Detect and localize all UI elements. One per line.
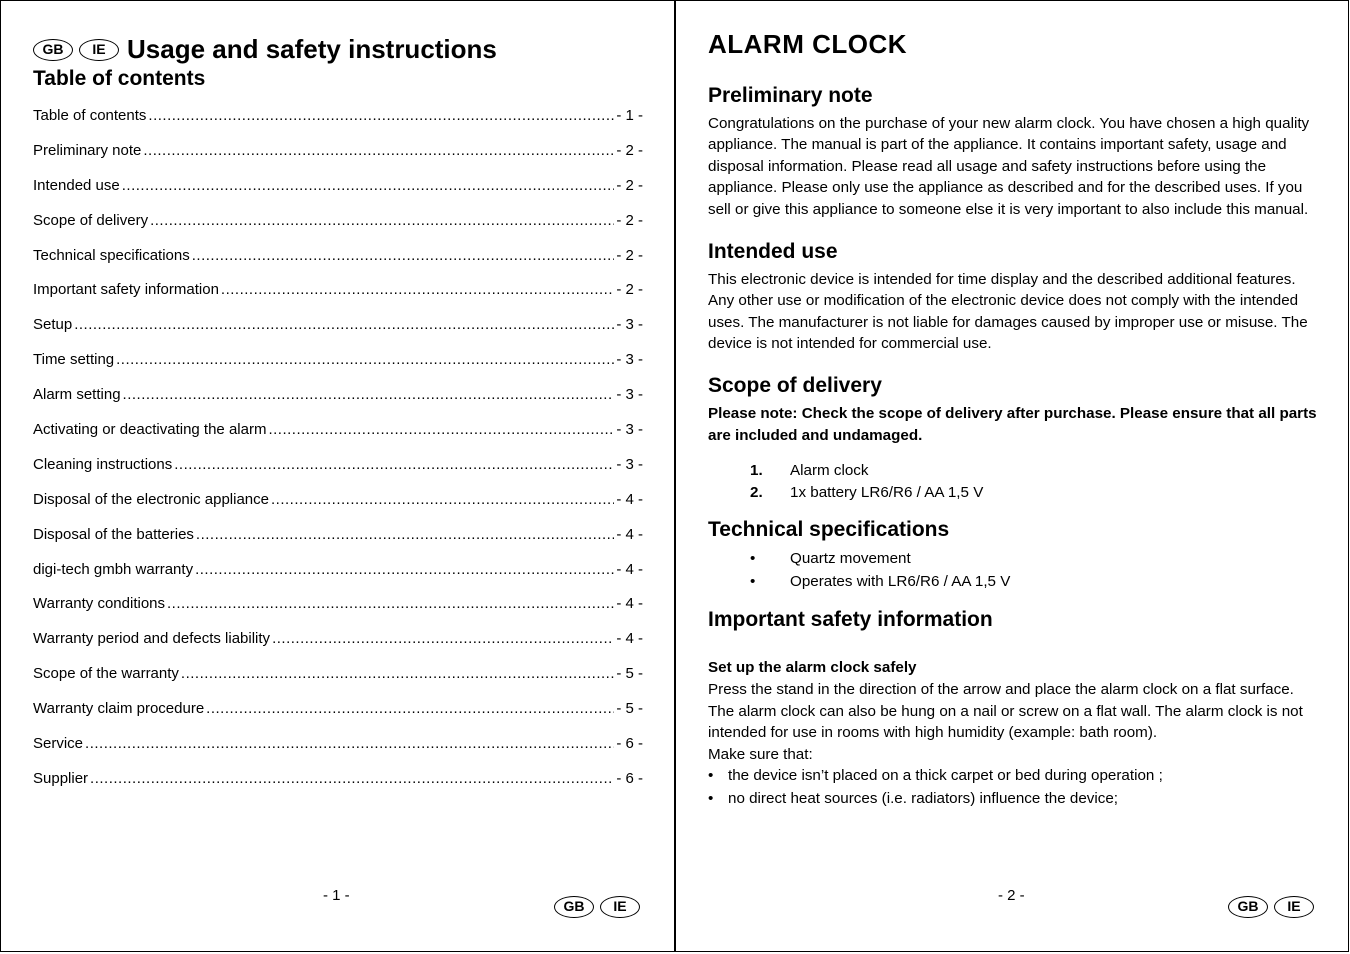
toc-entry-page: - 1 -	[616, 107, 643, 124]
toc-entry-page: - 5 -	[616, 665, 643, 683]
table-of-contents	[33, 107, 643, 805]
toc-entry[interactable]	[33, 561, 643, 596]
toc-entry[interactable]	[33, 247, 643, 282]
toc-entry-page: - 2 -	[616, 281, 643, 299]
toc-entry-page: - 4 -	[616, 560, 643, 578]
toc-entry[interactable]	[33, 456, 643, 491]
bullet-icon: •	[750, 573, 756, 591]
bullet-icon: •	[708, 789, 714, 807]
toc-entry-page: - 3 -	[616, 386, 643, 404]
document-title: ALARM CLOCK	[708, 29, 908, 59]
gb-country-badge: GB	[554, 896, 594, 918]
toc-entry-page: - 6 -	[616, 735, 643, 753]
toc-entry-label: Alarm setting	[33, 386, 121, 404]
section-heading-scope: Scope of delivery	[708, 373, 882, 397]
toc-leader-dots	[268, 421, 614, 438]
page-title: Usage and safety instructions	[127, 34, 497, 64]
left-page	[0, 0, 675, 952]
list-text: Alarm clock	[790, 462, 869, 480]
bullet-icon: •	[708, 767, 714, 785]
safety-text: Press the stand in the direction of the arrow and place the alarm clock on a flat surface. The alarm clock can also be hung on a nail or screw on a flat wall. The alarm clock is not intended for use in rooms with high humidity (example: bath room).	[708, 680, 1303, 742]
footer-badges	[554, 896, 646, 918]
list-text: Operates with LR6/R6 / AA 1,5 V	[790, 573, 1011, 591]
toc-leader-dots	[85, 735, 614, 752]
preliminary-text: Congratulations on the purchase of your new alarm clock. You have chosen a high quality appliance. The manual is part of the appliance. It contains important safety, usage and disposal information. Please read all usage and safety instructions before using the appliance. Please only use the appliance as described and for the described uses. If you sell or give this appliance to someone else it is very important to also include this manual.	[708, 114, 1310, 218]
bullet-icon: •	[750, 550, 756, 568]
toc-entry[interactable]	[33, 491, 643, 526]
toc-entry-label: Scope of delivery	[33, 211, 149, 229]
toc-leader-dots	[122, 177, 615, 194]
section-heading-safety: Important safety information	[708, 608, 993, 632]
footer-badges	[1228, 896, 1320, 918]
toc-entry-label: Important safety information	[33, 281, 219, 299]
toc-entry-label: digi-tech gmbh warranty	[33, 560, 194, 578]
right-page	[674, 0, 1349, 952]
toc-entry-page: - 4 -	[616, 595, 643, 613]
list-text: no direct heat sources (i.e. radiators) influence the device;	[728, 789, 1119, 807]
section-heading-intended-use: Intended use	[708, 239, 838, 263]
toc-entry-label: Disposal of the batteries	[33, 525, 194, 543]
toc-leader-dots	[196, 526, 614, 543]
intended-use-text: This electronic device is intended for time display and the described additional features. Any other use or modification of the electronic device does not comply with the intended uses. The manufacturer is not liable for damages caused by improper use or misuse. The device is not intended for commercial use.	[708, 270, 1308, 353]
scope-list	[750, 460, 1320, 503]
toc-entry-label: Preliminary note	[33, 141, 142, 159]
toc-entry-label: Time setting	[33, 351, 115, 369]
gb-country-badge: GB	[33, 39, 73, 61]
page-number: - 2 -	[998, 887, 1025, 904]
toc-entry[interactable]	[33, 595, 643, 630]
safety-list	[708, 765, 1320, 810]
page-content	[708, 29, 1320, 810]
section-heading-preliminary: Preliminary note	[708, 83, 873, 107]
toc-leader-dots	[143, 142, 614, 159]
toc-entry-label: Warranty claim procedure	[33, 700, 205, 718]
toc-leader-dots	[181, 665, 614, 682]
make-sure-label: Make sure that:	[708, 745, 813, 763]
list-text: 1x battery LR6/R6 / AA 1,5 V	[790, 483, 984, 501]
toc-entry-label: Activating or deactivating the alarm	[33, 421, 267, 439]
toc-leader-dots	[150, 212, 614, 229]
toc-entry-label: Warranty conditions	[33, 595, 165, 613]
toc-entry-label: Warranty period and defects liability	[33, 630, 271, 648]
toc-leader-dots	[192, 247, 615, 264]
toc-entry-label: Service	[33, 735, 84, 753]
toc-entry[interactable]	[33, 700, 643, 735]
page-number: - 1 -	[323, 887, 350, 904]
scope-note: Please note: Check the scope of delivery after purchase. Please ensure that all parts are included and undamaged.	[708, 404, 1317, 444]
title-row	[33, 34, 497, 65]
toc-entry-label: Scope of the warranty	[33, 665, 179, 683]
toc-leader-dots	[206, 700, 614, 717]
toc-entry-label: Table of contents	[33, 107, 147, 124]
list-text: the device isn’t placed on a thick carpet or bed during operation ;	[728, 767, 1163, 785]
toc-entry[interactable]	[33, 421, 643, 456]
ie-country-badge: IE	[79, 39, 119, 61]
toc-entry-page: - 3 -	[616, 316, 643, 334]
toc-entry-page: - 2 -	[616, 176, 643, 194]
ie-country-badge: IE	[1274, 896, 1314, 918]
toc-entry[interactable]	[33, 142, 643, 177]
toc-entry-page: - 2 -	[616, 141, 643, 159]
toc-entry-page: - 6 -	[616, 769, 643, 787]
toc-entry[interactable]	[33, 351, 643, 386]
toc-entry[interactable]	[33, 107, 643, 142]
toc-entry-label: Intended use	[33, 176, 120, 194]
toc-entry-label: Disposal of the electronic appliance	[33, 490, 269, 508]
toc-leader-dots	[272, 630, 614, 647]
toc-entry[interactable]	[33, 281, 643, 316]
list-number: 1.	[750, 462, 763, 480]
toc-heading: Table of contents	[33, 67, 206, 90]
toc-leader-dots	[116, 351, 614, 368]
toc-leader-dots	[195, 561, 614, 578]
list-item	[708, 788, 1320, 811]
toc-entry-page: - 2 -	[616, 211, 643, 229]
toc-leader-dots	[90, 770, 614, 787]
toc-leader-dots	[123, 386, 615, 403]
toc-entry-page: - 3 -	[616, 421, 643, 439]
toc-entry-page: - 4 -	[616, 525, 643, 543]
toc-entry-page: - 5 -	[616, 700, 643, 718]
toc-leader-dots	[74, 316, 614, 333]
toc-entry[interactable]	[33, 770, 643, 805]
toc-entry[interactable]	[33, 386, 643, 421]
toc-entry[interactable]	[33, 177, 643, 212]
safety-subheading: Set up the alarm clock safely	[708, 659, 917, 677]
list-item	[708, 765, 1320, 788]
toc-entry-label: Technical specifications	[33, 246, 190, 264]
toc-entry-label: Supplier	[33, 769, 89, 787]
toc-entry[interactable]	[33, 212, 643, 247]
toc-entry-page: - 4 -	[616, 630, 643, 648]
ie-country-badge: IE	[600, 896, 640, 918]
list-item	[750, 482, 1320, 504]
list-item	[750, 570, 1320, 593]
toc-entry-page: - 4 -	[616, 490, 643, 508]
toc-entry[interactable]	[33, 630, 643, 665]
toc-leader-dots	[221, 281, 614, 298]
toc-entry-page: - 2 -	[616, 246, 643, 264]
list-text: Quartz movement	[790, 550, 911, 568]
toc-entry-label: Setup	[33, 316, 73, 334]
toc-entry-page: - 3 -	[616, 351, 643, 369]
toc-entry[interactable]	[33, 316, 643, 351]
section-heading-technical: Technical specifications	[708, 518, 950, 542]
list-item	[750, 547, 1320, 570]
gb-country-badge: GB	[1228, 896, 1268, 918]
list-item	[750, 460, 1320, 482]
toc-entry[interactable]	[33, 665, 643, 700]
toc-leader-dots	[148, 107, 614, 124]
technical-list	[750, 547, 1320, 593]
list-number: 2.	[750, 483, 763, 501]
toc-entry-page: - 3 -	[616, 455, 643, 473]
toc-leader-dots	[174, 456, 614, 473]
toc-leader-dots	[167, 595, 614, 612]
toc-entry[interactable]	[33, 526, 643, 561]
toc-leader-dots	[271, 491, 614, 508]
toc-entry-label: Cleaning instructions	[33, 455, 173, 473]
toc-entry[interactable]	[33, 735, 643, 770]
